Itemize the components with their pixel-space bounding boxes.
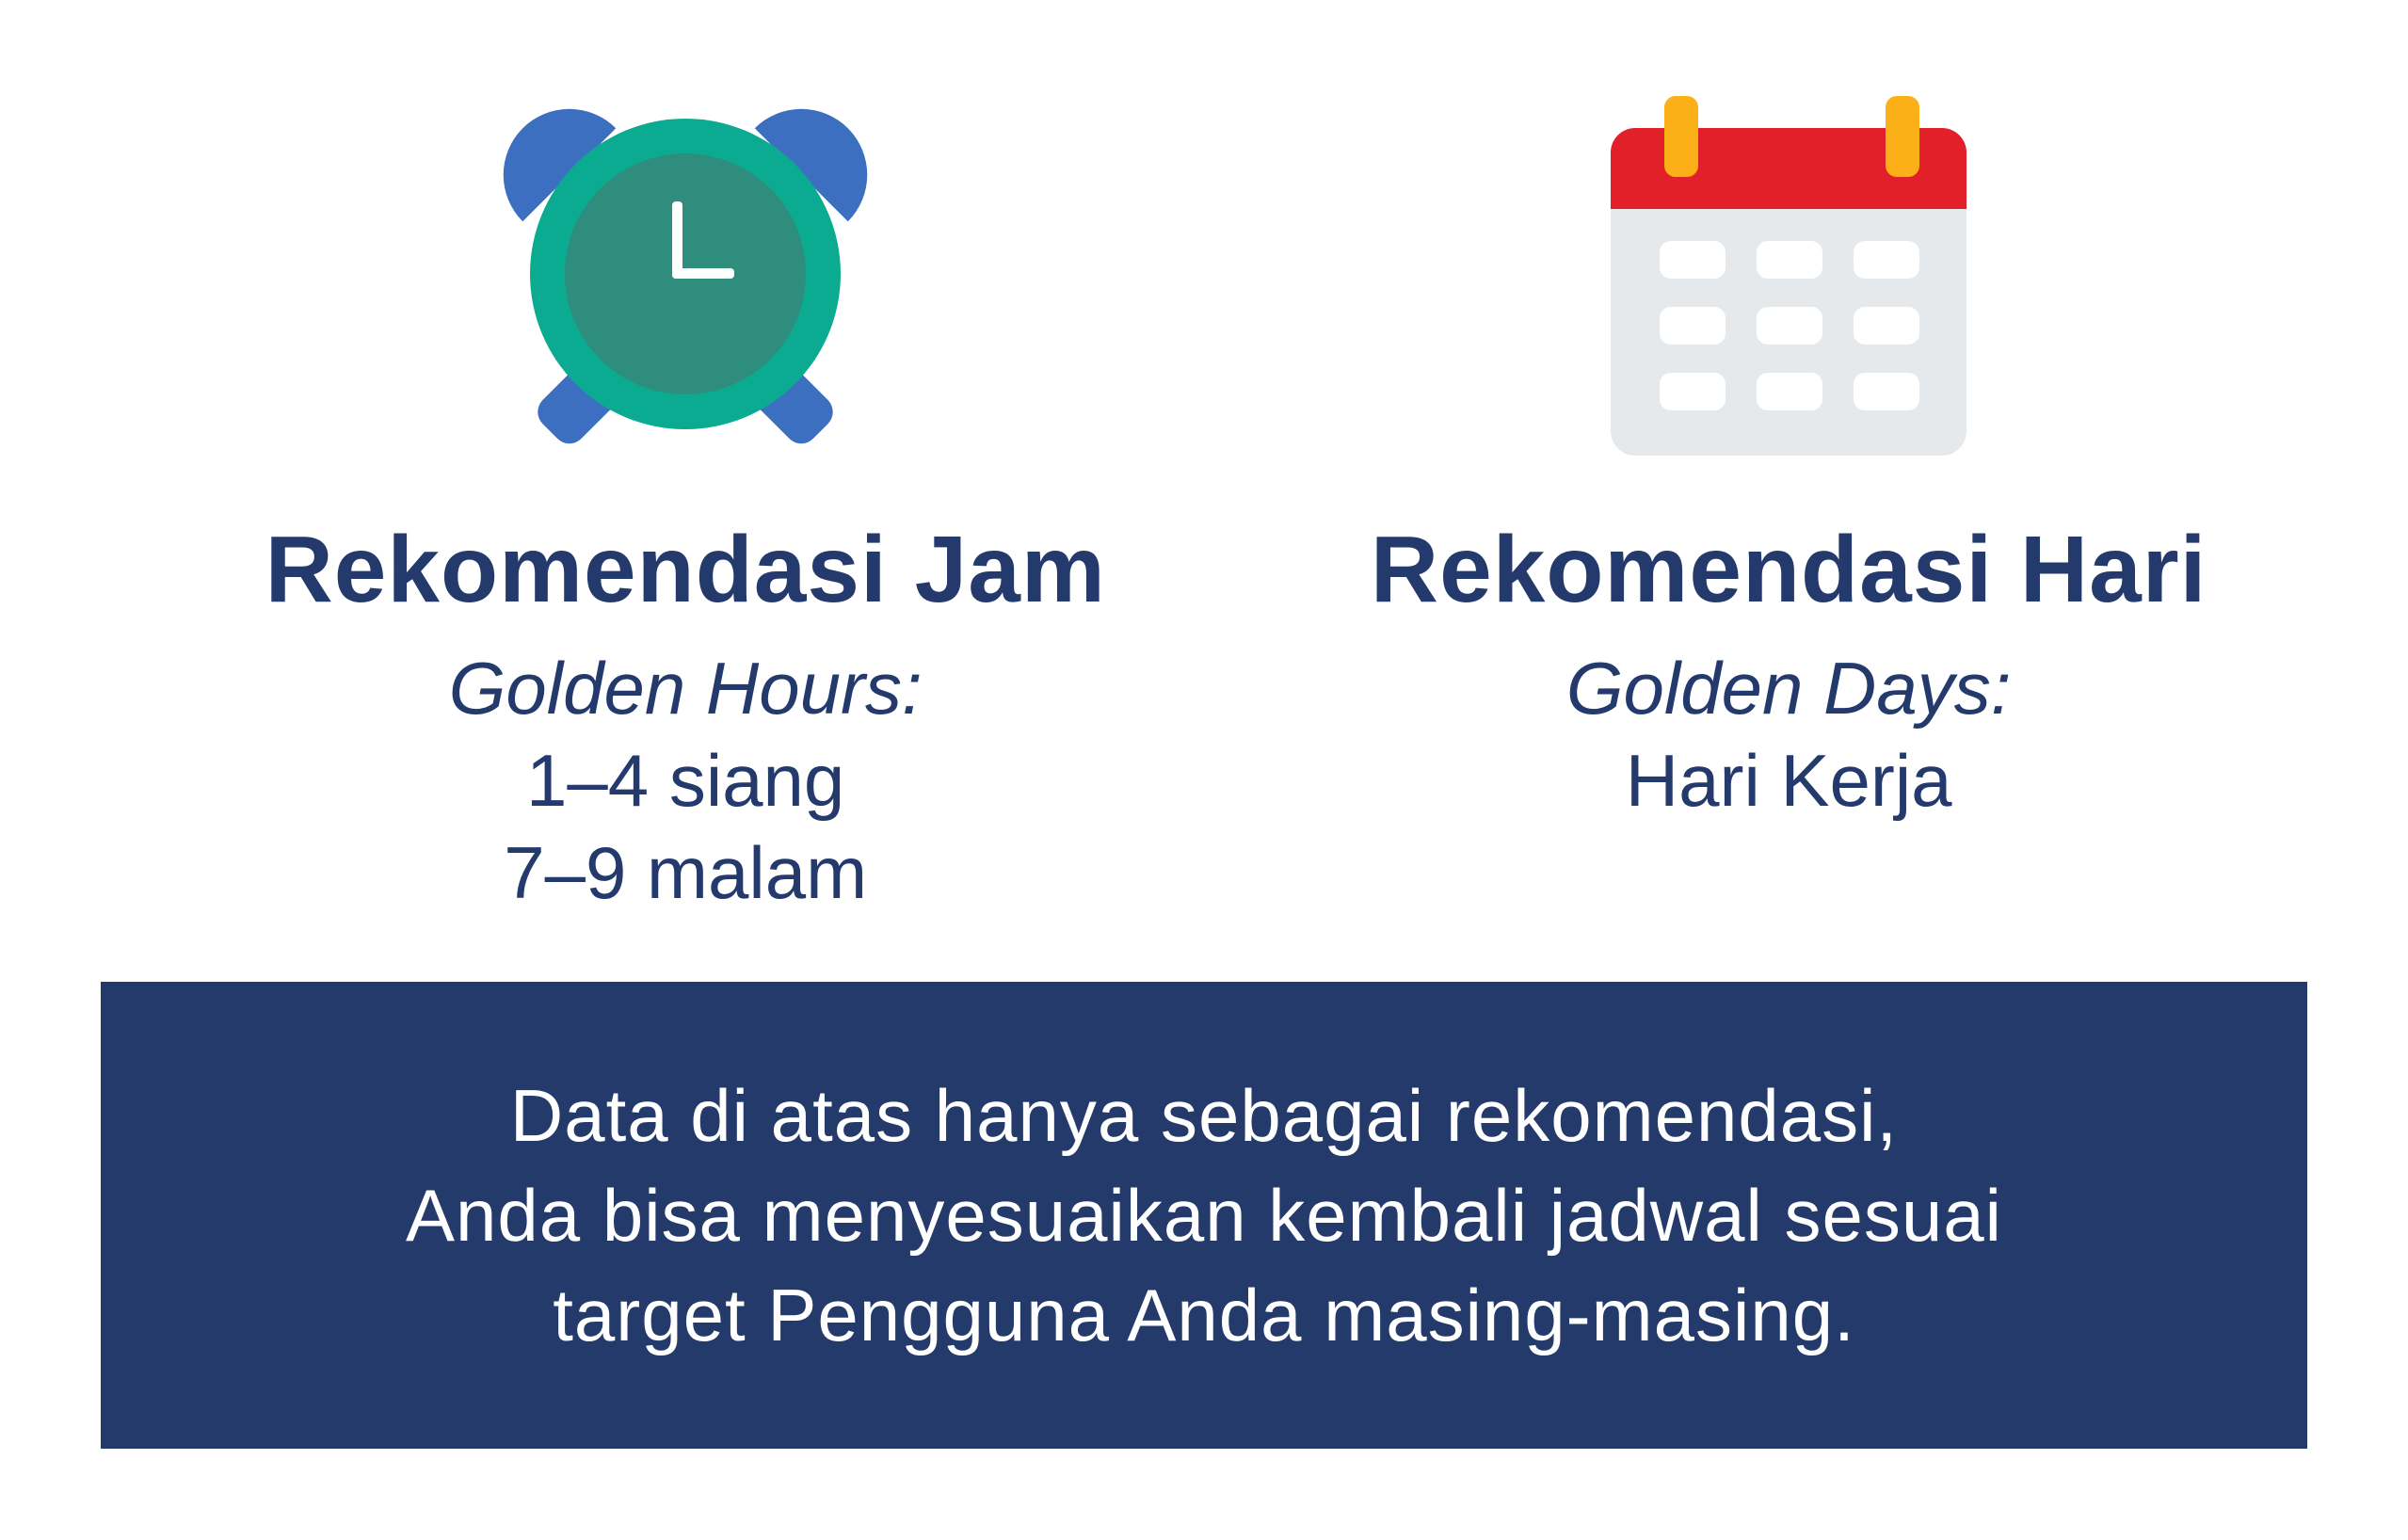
disclaimer-line-1: Data di atas hanya sebagai rekomendasi, xyxy=(509,1073,1899,1157)
alarm-clock-icon xyxy=(497,92,874,464)
disclaimer-box xyxy=(101,982,2307,1449)
hours-range-1: 1–4 siang xyxy=(526,738,845,822)
hours-column xyxy=(101,92,1270,912)
calendar-cell xyxy=(1660,373,1726,410)
calendar-cell xyxy=(1854,307,1919,345)
calendar-peg-left xyxy=(1664,96,1698,177)
disclaimer-line-2: Anda bisa menyesuaikan kembali jadwal sesuai xyxy=(406,1173,2002,1257)
calendar-cell xyxy=(1757,307,1822,345)
hours-subtitle: Golden Hours: xyxy=(448,647,923,730)
calendar-cell xyxy=(1757,241,1822,279)
days-value: Hari Kerja xyxy=(1625,738,1952,822)
calendar-cell xyxy=(1660,307,1726,345)
days-title: Rekomendasi Hari xyxy=(1370,517,2207,622)
clock-hand-minute xyxy=(672,201,682,279)
disclaimer-line-3: target Pengguna Anda masing-masing. xyxy=(553,1274,1855,1357)
clock-hand-hour xyxy=(672,268,734,279)
calendar-cell xyxy=(1757,373,1822,410)
hours-title: Rekomendasi Jam xyxy=(265,517,1106,622)
calendar-icon xyxy=(1610,92,1967,464)
calendar-peg-right xyxy=(1886,96,1919,177)
calendar-date-grid xyxy=(1660,241,1919,410)
days-subtitle: Golden Days: xyxy=(1565,647,2012,730)
recommendation-columns xyxy=(101,0,2307,912)
calendar-cell xyxy=(1854,373,1919,410)
calendar-cell xyxy=(1660,241,1726,279)
calendar-cell xyxy=(1854,241,1919,279)
hours-range-2: 7–9 malam xyxy=(504,830,868,914)
days-column xyxy=(1270,92,2307,912)
